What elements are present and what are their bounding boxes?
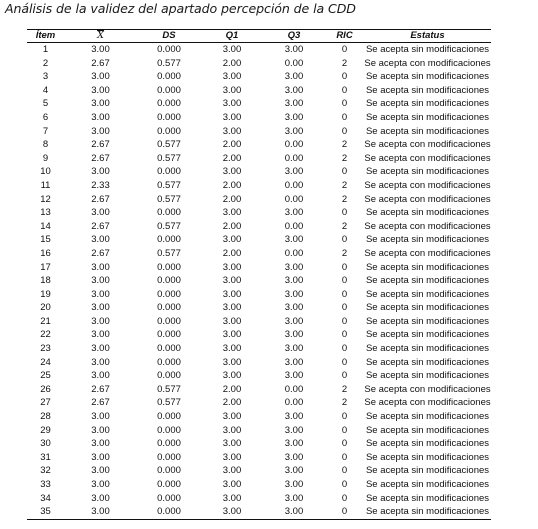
table-row [27,478,491,492]
cell-q3: 3.00 [284,261,304,273]
cell-ric: 0 [341,261,348,273]
table-row [27,315,491,329]
table-row [27,464,491,478]
cell-q1: 3.00 [222,465,242,477]
cell-estatus: Se acepta sin modificaciones [365,302,490,314]
cell-ric: 0 [341,111,348,123]
cell-q3: 3.00 [284,125,304,137]
cell-mean: 2.33 [91,179,110,191]
cell-item: 26 [40,383,51,395]
cell-estatus: Se acepta sin modificaciones [365,465,490,477]
cell-q3: 3.00 [284,71,304,83]
cell-mean: 3.00 [91,275,110,287]
table-row [27,369,491,383]
cell-q3: 3.00 [284,275,304,287]
col-header-estatus: Estatus [364,30,491,43]
cell-estatus: Se acepta sin modificaciones [365,275,490,287]
table-row [27,492,491,506]
table-row [27,356,491,370]
cell-q3: 3.00 [284,111,304,123]
cell-estatus: Se acepta sin modificaciones [365,234,490,246]
cell-estatus: Se acepta sin modificaciones [365,315,490,327]
cell-q3: 3.00 [284,302,304,314]
cell-mean: 3.00 [91,111,110,123]
cell-ric: 0 [341,329,348,341]
cell-estatus: Se acepta sin modificaciones [365,479,490,490]
cell-estatus: Se acepta sin modificaciones [365,424,490,436]
cell-ds: 0.000 [157,207,181,219]
cell-ric: 0 [341,479,348,490]
cell-q3: 3.00 [284,370,304,382]
table-row [27,288,491,302]
cell-ds: 0.000 [157,234,181,246]
cell-ric: 0 [341,438,348,450]
table-row [27,220,491,234]
cell-estatus: Se acepta con modificaciones [364,247,491,259]
cell-ds: 0.577 [157,57,181,69]
cell-q3: 3.00 [284,438,304,450]
cell-estatus: Se acepta sin modificaciones [365,438,490,450]
cell-q1: 3.00 [222,438,242,450]
cell-mean: 3.00 [91,166,110,178]
cell-ric: 0 [341,356,348,368]
cell-q1: 2.00 [222,220,242,232]
cell-ric: 0 [341,315,348,327]
cell-ric: 2 [341,397,348,409]
cell-q1: 2.00 [222,57,242,69]
cell-q3: 3.00 [284,479,304,490]
cell-q3: 3.00 [284,465,304,477]
cell-ric: 2 [341,383,348,395]
cell-estatus: Se acepta sin modificaciones [365,84,490,96]
cell-mean: 2.67 [91,383,110,395]
cell-ds: 0.000 [157,125,181,137]
cell-q3: 0.00 [284,193,304,205]
cell-q1: 3.00 [222,302,242,314]
cell-mean: 3.00 [91,288,110,300]
cell-estatus: Se acepta con modificaciones [364,193,491,205]
cell-ric: 0 [341,492,348,504]
cell-q1: 3.00 [222,479,242,490]
cell-q3: 3.00 [284,315,304,327]
cell-ds: 0.577 [157,220,181,232]
cell-item: 12 [40,193,51,205]
cell-item: 21 [40,315,51,327]
table-row [27,274,491,288]
cell-q3: 0.00 [284,57,304,69]
cell-mean: 3.00 [91,125,110,137]
cell-mean: 3.00 [64,505,137,519]
cell-mean: 3.00 [91,451,110,463]
table-row [27,206,491,220]
cell-estatus: Se acepta sin modificaciones [365,329,490,341]
cell-item: 15 [40,234,51,246]
mean-symbol: X [97,30,104,41]
cell-ric: 0 [325,505,364,519]
cell-ds: 0.000 [157,111,181,123]
cell-ds: 0.000 [157,166,181,178]
cell-ds: 0.000 [157,98,181,110]
cell-q1: 3.00 [222,84,242,96]
cell-mean: 2.67 [91,57,110,69]
cell-ric: 2 [341,139,348,151]
cell-ds: 0.000 [157,411,181,423]
table-row [27,152,491,166]
cell-ric: 2 [341,193,348,205]
cell-q1: 2.00 [222,179,242,191]
cell-q1: 3.00 [201,505,263,519]
cell-ric: 0 [341,411,348,423]
cell-ds: 0.000 [157,438,181,450]
cell-estatus: Se acepta sin modificaciones [365,288,490,300]
cell-ric: 0 [341,451,348,463]
cell-ric: 2 [341,152,348,164]
table-row [27,410,491,424]
cell-q1: 3.00 [222,166,242,178]
cell-item: 14 [40,220,51,232]
cell-item: 11 [40,179,51,191]
cell-q3: 0.00 [284,179,304,191]
table-row [27,261,491,275]
cell-item: 31 [40,451,51,463]
cell-q3: 3.00 [284,356,304,368]
cell-estatus: Se acepta sin modificaciones [365,451,490,463]
cell-mean: 3.00 [91,84,110,96]
cell-ds: 0.000 [157,424,181,436]
cell-ds: 0.000 [157,329,181,341]
cell-item: 35 [27,505,64,519]
cell-q3: 3.00 [284,234,304,246]
cell-q3: 3.00 [284,451,304,463]
cell-estatus: Se acepta sin modificaciones [365,343,490,355]
header-row [27,30,491,43]
cell-ds: 0.000 [157,465,181,477]
cell-q3: 3.00 [284,98,304,110]
cell-item: 3 [42,71,49,83]
cell-ds: 0.000 [157,288,181,300]
cell-mean: 3.00 [91,261,110,273]
cell-estatus: Se acepta sin modificaciones [365,71,490,83]
cell-item: 7 [42,125,49,137]
table-row [27,383,491,397]
cell-ric: 2 [341,220,348,232]
cell-ric: 0 [341,207,348,219]
table-row [27,424,491,438]
cell-q3: 3.00 [284,424,304,436]
cell-estatus: Se acepta sin modificaciones [365,111,490,123]
cell-ric: 0 [341,424,348,436]
cell-q1: 3.00 [222,424,242,436]
cell-item: 17 [40,261,51,273]
cell-q3: 0.00 [284,383,304,395]
table-row [27,301,491,315]
cell-item: 13 [40,207,51,219]
cell-estatus: Se acepta sin modificaciones [365,370,490,382]
cell-mean: 2.67 [91,397,110,409]
cell-mean: 2.67 [91,193,110,205]
cell-item: 2 [42,57,49,69]
cell-item: 4 [42,84,49,96]
cell-q1: 3.00 [222,343,242,355]
cell-q1: 2.00 [222,397,242,409]
cell-ric: 0 [341,44,348,55]
cell-estatus: Se acepta con modificaciones [364,220,491,232]
cell-item: 25 [40,370,51,382]
cell-q1: 3.00 [222,288,242,300]
table-row [27,437,491,451]
cell-mean: 3.00 [91,370,110,382]
cell-estatus: Se acepta sin modificaciones [365,492,490,504]
cell-q1: 3.00 [222,451,242,463]
cell-item: 34 [40,492,51,504]
cell-q3: 0.00 [284,152,304,164]
cell-ds: 0.000 [157,343,181,355]
cell-item: 28 [40,411,51,423]
cell-item: 24 [40,356,51,368]
cell-q3: 3.00 [284,492,304,504]
cell-mean: 3.00 [91,71,110,83]
cell-item: 6 [42,111,49,123]
cell-item: 19 [40,288,51,300]
cell-mean: 3.00 [91,98,110,110]
cell-estatus: Se acepta sin modificaciones [365,411,490,423]
cell-item: 10 [40,166,51,178]
cell-estatus: Se acepta con modificaciones [364,397,491,409]
cell-ric: 0 [341,275,348,287]
table-row [27,396,491,410]
table-row [27,247,491,261]
cell-item: 16 [40,247,51,259]
cell-item: 1 [42,44,49,55]
cell-mean: 3.00 [91,44,110,55]
cell-item: 33 [40,479,51,490]
cell-ric: 0 [341,465,348,477]
cell-estatus: Se acepta con modificaciones [364,179,491,191]
cell-mean: 3.00 [91,465,110,477]
cell-item: 18 [40,275,51,287]
cell-mean: 2.67 [91,139,110,151]
table-row [27,193,491,207]
table-row [27,505,491,519]
cell-mean: 3.00 [91,356,110,368]
cell-item: 29 [40,424,51,436]
cell-q1: 2.00 [222,247,242,259]
cell-ric: 2 [341,247,348,259]
cell-ds: 0.000 [137,505,201,519]
table-row [27,342,491,356]
table-row [27,179,491,193]
table-row [27,451,491,465]
cell-estatus: Se acepta sin modificaciones [365,44,490,55]
cell-ds: 0.000 [157,275,181,287]
cell-ric: 0 [341,234,348,246]
cell-q1: 2.00 [222,383,242,395]
cell-q3: 3.00 [263,505,325,519]
cell-ric: 0 [341,370,348,382]
cell-q1: 3.00 [222,329,242,341]
cell-q1: 2.00 [222,139,242,151]
cell-q3: 3.00 [284,343,304,355]
cell-estatus: Se acepta sin modificaciones [365,356,490,368]
cell-item: 5 [42,98,49,110]
cell-estatus: Se acepta sin modificaciones [365,98,490,110]
cell-mean: 3.00 [91,411,110,423]
cell-item: 8 [42,139,49,151]
col-header-q3: Q3 [263,30,325,43]
cell-item: 30 [40,438,51,450]
cell-ds: 0.000 [157,315,181,327]
cell-ds: 0.000 [157,302,181,314]
cell-ric: 0 [341,98,348,110]
cell-mean: 3.00 [91,479,110,490]
cell-q1: 2.00 [222,193,242,205]
cell-q1: 3.00 [222,98,242,110]
cell-q1: 3.00 [222,315,242,327]
cell-q3: 0.00 [284,247,304,259]
col-header-q1: Q1 [201,30,263,43]
cell-ds: 0.577 [157,193,181,205]
cell-mean: 3.00 [91,302,110,314]
table-row [27,84,491,98]
col-header-ds: DS [137,30,201,43]
cell-ds: 0.000 [157,84,181,96]
cell-estatus: Se acepta sin modificaciones [365,261,490,273]
cell-ds: 0.000 [157,479,181,490]
cell-ric: 0 [341,166,348,178]
cell-ds: 0.000 [157,261,181,273]
cell-q1: 3.00 [222,234,242,246]
cell-ric: 0 [341,71,348,83]
cell-q3: 3.00 [284,411,304,423]
cell-q3: 0.00 [284,397,304,409]
cell-mean: 3.00 [91,492,110,504]
cell-mean: 3.00 [91,329,110,341]
cell-item: 27 [40,397,51,409]
cell-estatus: Se acepta sin modificaciones [364,505,491,519]
col-header-item: Ítem [27,30,64,43]
cell-ds: 0.000 [157,356,181,368]
cell-q1: 3.00 [222,492,242,504]
cell-ds: 0.577 [157,397,181,409]
cell-q3: 3.00 [284,44,304,55]
cell-mean: 3.00 [91,234,110,246]
table-body [27,43,491,520]
cell-q3: 3.00 [284,329,304,341]
cell-q3: 3.00 [284,166,304,178]
table-row [27,57,491,71]
cell-q3: 3.00 [284,84,304,96]
cell-q1: 3.00 [222,71,242,83]
cell-mean: 2.67 [91,247,110,259]
cell-ds: 0.000 [157,451,181,463]
cell-q3: 3.00 [284,207,304,219]
cell-q1: 3.00 [222,207,242,219]
cell-mean: 2.67 [91,220,110,232]
cell-q3: 0.00 [284,139,304,151]
cell-ric: 2 [341,179,348,191]
cell-q1: 3.00 [222,44,242,55]
cell-estatus: Se acepta sin modificaciones [365,125,490,137]
cell-item: 23 [40,343,51,355]
cell-ds: 0.000 [157,370,181,382]
cell-ds: 0.577 [157,139,181,151]
cell-q1: 3.00 [222,370,242,382]
cell-estatus: Se acepta sin modificaciones [365,207,490,219]
cell-ds: 0.577 [157,247,181,259]
table-row [27,43,491,57]
cell-ds: 0.577 [157,152,181,164]
cell-estatus: Se acepta con modificaciones [364,383,491,395]
cell-ds: 0.000 [157,71,181,83]
cell-ds: 0.577 [157,179,181,191]
cell-ric: 0 [341,302,348,314]
cell-item: 32 [40,465,51,477]
cell-ds: 0.577 [157,383,181,395]
table-row [27,233,491,247]
cell-item: 20 [40,302,51,314]
cell-q1: 3.00 [222,261,242,273]
col-header-ric: RIC [325,30,364,43]
cell-mean: 3.00 [91,315,110,327]
cell-ric: 0 [341,343,348,355]
table-row [27,328,491,342]
table-row [27,138,491,152]
cell-q1: 3.00 [222,111,242,123]
cell-estatus: Se acepta sin modificaciones [365,166,490,178]
table-row [27,165,491,179]
cell-q3: 0.00 [284,220,304,232]
cell-ds: 0.000 [157,492,181,504]
cell-ric: 0 [341,288,348,300]
cell-ds: 0.000 [157,44,181,55]
cell-q1: 3.00 [222,356,242,368]
cell-q1: 3.00 [222,275,242,287]
table-row [27,97,491,111]
cell-q1: 2.00 [222,152,242,164]
validity-table [27,29,491,520]
table-title: Análisis de la validez del apartado percepción de la CDD [5,1,356,16]
cell-estatus: Se acepta con modificaciones [364,57,491,69]
cell-item: 22 [40,329,51,341]
table-row [27,111,491,125]
cell-ric: 0 [341,125,348,137]
cell-mean: 3.00 [91,424,110,436]
cell-item: 9 [42,152,49,164]
cell-mean: 3.00 [91,343,110,355]
cell-q1: 3.00 [222,125,242,137]
cell-q3: 3.00 [284,288,304,300]
cell-ric: 2 [341,57,348,69]
col-header-mean [64,30,137,43]
cell-ric: 0 [341,84,348,96]
table-row [27,125,491,139]
cell-estatus: Se acepta con modificaciones [364,152,491,164]
cell-estatus: Se acepta con modificaciones [364,139,491,151]
cell-mean: 3.00 [91,207,110,219]
cell-mean: 3.00 [91,438,110,450]
cell-q1: 3.00 [222,411,242,423]
table-row [27,70,491,84]
cell-mean: 2.67 [91,152,110,164]
